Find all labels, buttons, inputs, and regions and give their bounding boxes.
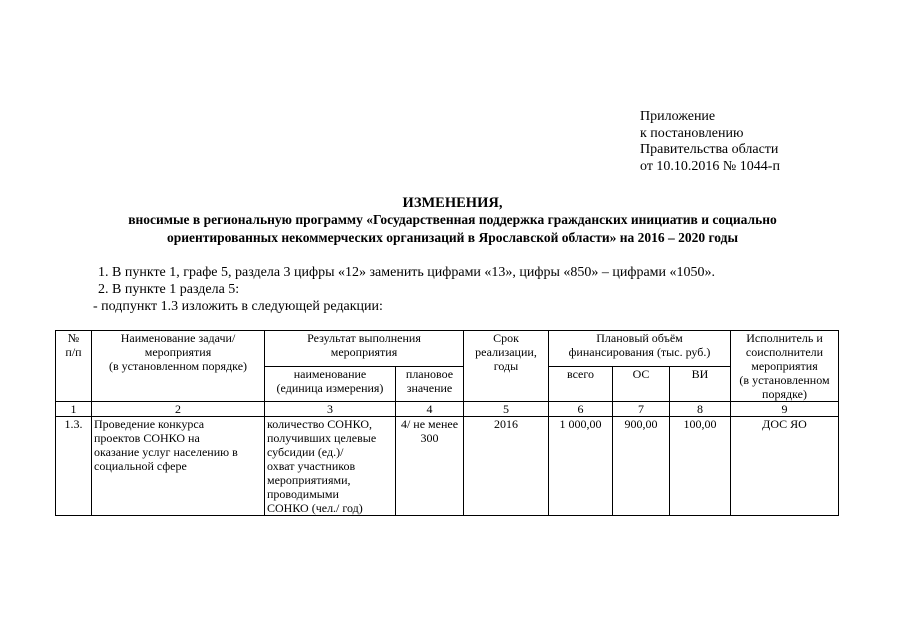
row-num: 1.3. (56, 417, 92, 516)
header-num: № п/п (56, 331, 92, 402)
row-os: 900,00 (613, 417, 670, 516)
header-funding: Плановый объём финансирования (тыс. руб.) (549, 331, 731, 367)
appendix-line: Приложение (640, 109, 716, 124)
document-title: ИЗМЕНЕНИЯ, (402, 195, 503, 211)
header-result: Результат выполнения мероприятия (265, 331, 464, 367)
header-executor: Исполнитель и соисполнители мероприятия (в установленном порядке) (731, 331, 839, 402)
header-total: всего (549, 366, 613, 402)
changes-table (55, 330, 839, 516)
column-number: 8 (670, 402, 731, 417)
column-number: 1 (56, 402, 92, 417)
column-number: 2 (92, 402, 265, 417)
header-result-plan: плановое значение (396, 366, 464, 402)
column-number: 3 (265, 402, 396, 417)
table-row (56, 417, 839, 516)
column-number: 5 (464, 402, 549, 417)
row-vi: 100,00 (670, 417, 731, 516)
header-task: Наименование задачи/ мероприятия (в установленном порядке) (92, 331, 265, 402)
header-result-name: наименование (единица измерения) (265, 366, 396, 402)
header-row-1 (56, 331, 839, 367)
column-number: 9 (731, 402, 839, 417)
appendix-line: к постановлению (640, 125, 744, 141)
header-os: ОС (613, 366, 670, 402)
appendix-line: Правительства области (640, 142, 779, 157)
document-subtitle-line: вносимые в региональную программу «Государственная поддержка гражданских инициатив и социально (128, 212, 777, 227)
row-result-plan: 4/ не менее 300 (396, 417, 464, 516)
row-total: 1 000,00 (549, 417, 613, 516)
row-executor: ДОС ЯО (731, 417, 839, 516)
row-result-name: количество СОНКО, получивших целевые субсидии (ед.)/ охват участников мероприятиями, проводимыми СОНКО (чел./ год) (265, 417, 396, 516)
header-vi: ВИ (670, 366, 731, 402)
column-number: 6 (549, 402, 613, 417)
appendix-line: от 10.10.2016 № 1044-п (640, 158, 780, 174)
document-subtitle-line: ориентированных некоммерческих организаций в Ярославской области» на 2016 – 2020 годы (166, 230, 739, 245)
paragraph-item-3: - подпункт 1.3 изложить в следующей редакции: (93, 299, 383, 314)
row-task: Проведение конкурса проектов СОНКО на оказание услуг населению в социальной сфере (92, 417, 265, 516)
column-number: 7 (613, 402, 670, 417)
header-term: Срок реализации, годы (464, 331, 549, 402)
column-number: 4 (396, 402, 464, 417)
appendix-block (640, 109, 780, 175)
paragraph-item-2: 2. В пункте 1 раздела 5: (98, 282, 240, 297)
paragraph-item-1: 1. В пункте 1, графе 5, раздела 3 цифры «12» заменить цифрами «13», цифры «850» – цифрами «1050». (98, 265, 716, 280)
column-number-row (56, 402, 839, 417)
row-term: 2016 (464, 417, 549, 516)
